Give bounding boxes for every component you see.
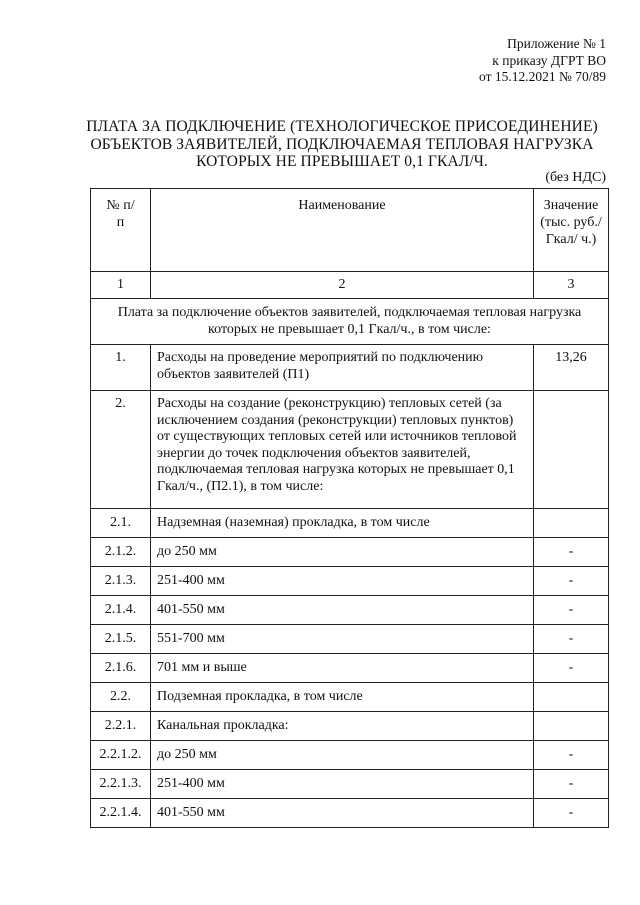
row-name: 551-700 мм bbox=[151, 625, 534, 654]
table-row bbox=[91, 712, 609, 741]
table-row bbox=[91, 596, 609, 625]
order-reference bbox=[479, 36, 606, 86]
row-name: 701 мм и выше bbox=[151, 654, 534, 683]
row-name: 401-550 мм bbox=[151, 799, 534, 828]
row-value bbox=[534, 391, 609, 509]
row-name: до 250 мм bbox=[151, 741, 534, 770]
row-value bbox=[534, 712, 609, 741]
row-value bbox=[534, 683, 609, 712]
row-name: Надземная (наземная) прокладка, в том числе bbox=[151, 509, 534, 538]
row-num: 2.2.1.4. bbox=[91, 799, 151, 828]
col-number-3: 3 bbox=[534, 272, 609, 299]
table-row bbox=[91, 538, 609, 567]
header-line-date: от 15.12.2021 № 70/89 bbox=[479, 69, 606, 84]
row-num: 2.2. bbox=[91, 683, 151, 712]
row-num: 2.1.4. bbox=[91, 596, 151, 625]
row-num: 1. bbox=[91, 345, 151, 391]
col-number-1: 1 bbox=[91, 272, 151, 299]
row-value: - bbox=[534, 770, 609, 799]
col-number-2: 2 bbox=[151, 272, 534, 299]
table-row bbox=[91, 509, 609, 538]
row-value: - bbox=[534, 596, 609, 625]
fee-table bbox=[90, 188, 609, 828]
row-value: - bbox=[534, 799, 609, 828]
row-num: 2.2.1.3. bbox=[91, 770, 151, 799]
row-name: Расходы на создание (реконструкцию) тепловых сетей (за исключением создания (реконструкции) тепловых пунктов) от существующих тепловых сетей или источников тепловой энергии до точек подключения объектов заявителей, подключаемая тепловая нагрузка которых не превышает 0,1 Гкал/ч., (П2.1), в том числе: bbox=[151, 391, 534, 509]
table-row bbox=[91, 683, 609, 712]
row-num: 2.1.5. bbox=[91, 625, 151, 654]
row-value: - bbox=[534, 538, 609, 567]
header-line-order: к приказу ДГРТ ВО bbox=[492, 52, 606, 68]
table-row bbox=[91, 391, 609, 509]
row-name: Расходы на проведение мероприятий по подключению объектов заявителей (П1) bbox=[151, 345, 534, 391]
title-line-1: ПЛАТА ЗА ПОДКЛЮЧЕНИЕ (ТЕХНОЛОГИЧЕСКОЕ ПРИСОЕДИНЕНИЕ) bbox=[86, 118, 598, 135]
row-name: 401-550 мм bbox=[151, 596, 534, 625]
row-name: до 250 мм bbox=[151, 538, 534, 567]
row-num: 2.2.1.2. bbox=[91, 741, 151, 770]
vat-note: (без НДС) bbox=[545, 170, 606, 185]
row-num: 2.1.3. bbox=[91, 567, 151, 596]
row-num: 2. bbox=[91, 391, 151, 509]
table-row bbox=[91, 567, 609, 596]
header-num: № п/п bbox=[91, 189, 151, 272]
header-name: Наименование bbox=[151, 189, 534, 272]
section-title-row bbox=[91, 299, 609, 345]
row-value: - bbox=[534, 741, 609, 770]
title-line-2: ОБЪЕКТОВ ЗАЯВИТЕЛЕЙ, ПОДКЛЮЧАЕМАЯ ТЕПЛОВАЯ НАГРУЗКА bbox=[90, 135, 594, 153]
row-value: - bbox=[534, 625, 609, 654]
row-num: 2.1.6. bbox=[91, 654, 151, 683]
row-name: Канальная прокладка: bbox=[151, 712, 534, 741]
row-num: 2.2.1. bbox=[91, 712, 151, 741]
table-row bbox=[91, 654, 609, 683]
header-line-appendix: Приложение № 1 bbox=[507, 36, 606, 51]
title-line-3: КОТОРЫХ НЕ ПРЕВЫШАЕТ 0,1 ГКАЛ/Ч. bbox=[196, 153, 488, 170]
row-name: Подземная прокладка, в том числе bbox=[151, 683, 534, 712]
row-value bbox=[534, 509, 609, 538]
row-value: - bbox=[534, 567, 609, 596]
row-name: 251-400 мм bbox=[151, 567, 534, 596]
column-number-row bbox=[91, 272, 609, 299]
table-row bbox=[91, 770, 609, 799]
row-value: 13,26 bbox=[534, 345, 609, 391]
table-header-row bbox=[91, 189, 609, 272]
row-value: - bbox=[534, 654, 609, 683]
table-row bbox=[91, 741, 609, 770]
table-row bbox=[91, 625, 609, 654]
document-title bbox=[60, 118, 624, 171]
section-title: Плата за подключение объектов заявителей, подключаемая тепловая нагрузка которых не превышает 0,1 Гкал/ч., в том числе: bbox=[91, 299, 609, 345]
table-row bbox=[91, 799, 609, 828]
row-num: 2.1. bbox=[91, 509, 151, 538]
row-name: 251-400 мм bbox=[151, 770, 534, 799]
table-row bbox=[91, 345, 609, 391]
header-value: Значение (тыс. руб./Гкал/ ч.) bbox=[534, 189, 609, 272]
row-num: 2.1.2. bbox=[91, 538, 151, 567]
